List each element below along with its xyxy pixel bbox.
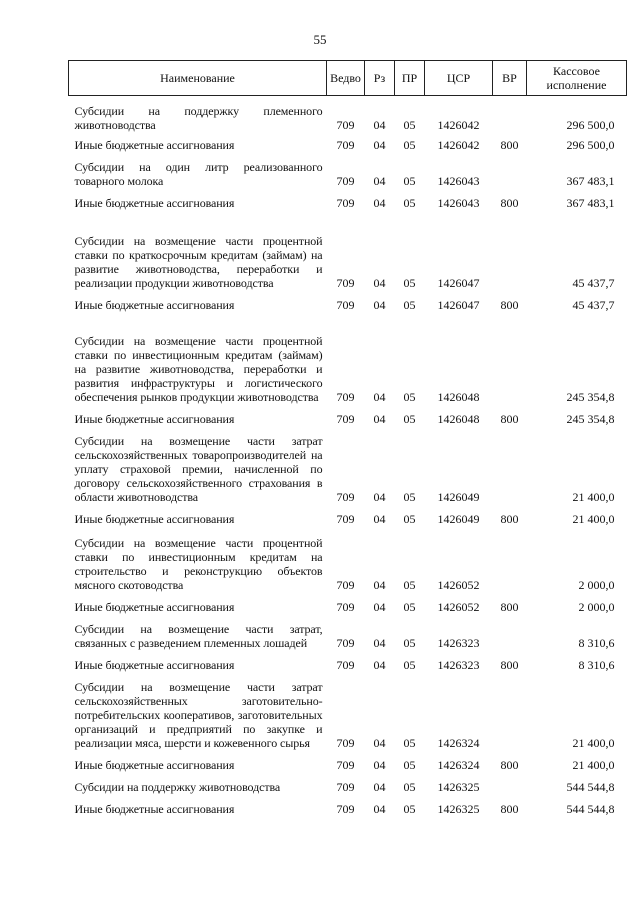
row-sum: 245 354,8 (566, 412, 615, 426)
row-name: Субсидии на поддержку животноводства (74, 780, 281, 794)
row-ved: 709 (336, 298, 355, 312)
table-row (69, 210, 627, 290)
row-sum: 21 400,0 (572, 758, 615, 772)
row-csr: 1426052 (437, 600, 480, 614)
budget-table (68, 60, 627, 816)
table-header (69, 61, 627, 96)
row-ved: 709 (336, 802, 355, 816)
row-rz: 04 (373, 758, 386, 772)
header-vr: ВР (493, 61, 527, 96)
header-csr: ЦСР (425, 61, 493, 96)
row-sum: 296 500,0 (566, 138, 615, 152)
row-csr: 1426323 (437, 636, 480, 650)
row-pr: 05 (403, 118, 416, 132)
row-ved: 709 (336, 196, 355, 210)
row-sum: 21 400,0 (572, 736, 615, 750)
row-name: Иные бюджетные ассигнования (74, 412, 235, 426)
row-rz: 04 (373, 578, 386, 592)
row-sum: 245 354,8 (566, 390, 615, 404)
row-sum: 296 500,0 (566, 118, 615, 132)
row-ved: 709 (336, 758, 355, 772)
row-csr: 1426042 (437, 118, 480, 132)
row-pr: 05 (403, 578, 416, 592)
row-sum: 544 544,8 (566, 802, 615, 816)
row-vr (493, 426, 527, 504)
row-csr: 1426048 (437, 412, 480, 426)
row-name: Иные бюджетные ассигнования (74, 758, 235, 772)
row-vr: 800 (500, 138, 519, 152)
row-vr (493, 672, 527, 750)
table-row (69, 188, 627, 210)
row-csr: 1426052 (437, 578, 480, 592)
row-vr: 800 (500, 802, 519, 816)
row-vr: 800 (500, 298, 519, 312)
row-vr (493, 96, 527, 133)
row-csr: 1426043 (437, 174, 480, 188)
row-name: Субсидии на один литр реализованного товарного молока (74, 160, 323, 188)
row-sum: 2 000,0 (578, 578, 615, 592)
row-name: Иные бюджетные ассигнования (74, 138, 235, 152)
row-rz: 04 (373, 780, 386, 794)
table-row (69, 426, 627, 504)
row-rz: 04 (373, 802, 386, 816)
row-csr: 1426324 (437, 736, 480, 750)
row-rz: 04 (373, 490, 386, 504)
header-sum: Кассовое исполнение (527, 61, 627, 96)
row-ved: 709 (336, 118, 355, 132)
row-vr: 800 (500, 512, 519, 526)
table-row (69, 672, 627, 750)
row-pr: 05 (403, 600, 416, 614)
table-row (69, 592, 627, 614)
row-rz: 04 (373, 600, 386, 614)
row-sum: 45 437,7 (572, 276, 615, 290)
row-ved: 709 (336, 600, 355, 614)
row-sum: 8 310,6 (578, 658, 615, 672)
row-pr: 05 (403, 736, 416, 750)
table-row (69, 772, 627, 794)
row-pr: 05 (403, 490, 416, 504)
row-pr: 05 (403, 802, 416, 816)
row-sum: 8 310,6 (578, 636, 615, 650)
row-vr: 800 (500, 600, 519, 614)
row-rz: 04 (373, 138, 386, 152)
row-csr: 1426043 (437, 196, 480, 210)
row-pr: 05 (403, 412, 416, 426)
row-rz: 04 (373, 412, 386, 426)
row-vr (493, 210, 527, 290)
header-rz: Рз (365, 61, 395, 96)
table-row (69, 404, 627, 426)
row-name: Иные бюджетные ассигнования (74, 196, 235, 210)
row-ved: 709 (336, 412, 355, 426)
table-row (69, 152, 627, 188)
row-rz: 04 (373, 276, 386, 290)
row-csr: 1426324 (437, 758, 480, 772)
row-ved: 709 (336, 138, 355, 152)
row-sum: 21 400,0 (572, 490, 615, 504)
row-name: Субсидии на возмещение части процентной ставки по инвестиционным кредитам (займам) на развитие животноводства, переработки и развития инфраструктуры и логистического обеспечения рынков продукции животноводства (74, 334, 323, 404)
row-rz: 04 (373, 512, 386, 526)
table-row (69, 794, 627, 816)
row-csr: 1426047 (437, 276, 480, 290)
row-ved: 709 (336, 736, 355, 750)
table-row (69, 96, 627, 133)
row-pr: 05 (403, 298, 416, 312)
row-sum: 367 483,1 (566, 196, 615, 210)
row-vr: 800 (500, 196, 519, 210)
row-rz: 04 (373, 636, 386, 650)
row-rz: 04 (373, 658, 386, 672)
row-rz: 04 (373, 174, 386, 188)
row-rz: 04 (373, 736, 386, 750)
row-pr: 05 (403, 276, 416, 290)
row-sum: 45 437,7 (572, 298, 615, 312)
row-name: Субсидии на возмещение части затрат сельскохозяйственных товаропроизводителей на уплату страховой премии, начисленной по договору сельскохозяйственного страхования в области животноводства (74, 434, 323, 504)
row-rz: 04 (373, 196, 386, 210)
row-pr: 05 (403, 138, 416, 152)
row-csr: 1426047 (437, 298, 480, 312)
row-vr (493, 526, 527, 592)
row-vr (493, 772, 527, 794)
row-ved: 709 (336, 636, 355, 650)
row-pr: 05 (403, 196, 416, 210)
row-pr: 05 (403, 636, 416, 650)
header-name: Наименование (69, 61, 327, 96)
row-pr: 05 (403, 512, 416, 526)
row-vr: 800 (500, 412, 519, 426)
row-pr: 05 (403, 780, 416, 794)
row-vr: 800 (500, 758, 519, 772)
table-row (69, 750, 627, 772)
header-ved: Ведво (327, 61, 365, 96)
row-ved: 709 (336, 512, 355, 526)
row-name: Иные бюджетные ассигнования (74, 658, 235, 672)
table-row (69, 504, 627, 526)
row-rz: 04 (373, 298, 386, 312)
row-sum: 367 483,1 (566, 174, 615, 188)
row-csr: 1426325 (437, 802, 480, 816)
row-vr (493, 312, 527, 404)
row-sum: 21 400,0 (572, 512, 615, 526)
row-pr: 05 (403, 174, 416, 188)
row-name: Субсидии на возмещение части процентной ставки по краткосрочным кредитам (займам) на развитие животноводства, переработки и реализации продукции животноводства (74, 234, 323, 290)
table-row (69, 132, 627, 152)
row-rz: 04 (373, 390, 386, 404)
row-name: Субсидии на поддержку племенного животноводства (74, 104, 323, 132)
row-csr: 1426042 (437, 138, 480, 152)
row-csr: 1426049 (437, 512, 480, 526)
row-vr (493, 152, 527, 188)
row-ved: 709 (336, 490, 355, 504)
row-ved: 709 (336, 658, 355, 672)
row-name: Иные бюджетные ассигнования (74, 802, 235, 816)
row-vr (493, 614, 527, 650)
row-ved: 709 (336, 578, 355, 592)
table-row (69, 650, 627, 672)
row-pr: 05 (403, 658, 416, 672)
row-rz: 04 (373, 118, 386, 132)
row-ved: 709 (336, 780, 355, 794)
row-sum: 2 000,0 (578, 600, 615, 614)
table-row (69, 290, 627, 312)
table-row (69, 526, 627, 592)
row-pr: 05 (403, 758, 416, 772)
row-csr: 1426323 (437, 658, 480, 672)
row-name: Субсидии на возмещение части затрат, связанных с разведением племенных лошадей (74, 622, 323, 650)
page-number: 55 (313, 32, 327, 47)
row-name: Субсидии на возмещение части процентной ставки по инвестиционным кредитам на строительство и реконструкцию объектов мясного скотоводства (74, 536, 323, 592)
header-pr: ПР (395, 61, 425, 96)
row-csr: 1426325 (437, 780, 480, 794)
row-csr: 1426049 (437, 490, 480, 504)
table-body (69, 96, 627, 817)
row-csr: 1426048 (437, 390, 480, 404)
row-name: Субсидии на возмещение части затрат сельскохозяйственных заготовительно-потребительских кооперативов, заготовительных организаций и предприятий по закупке и реализации мяса, шерсти и кожевенного сырья (74, 680, 323, 750)
table-row (69, 312, 627, 404)
row-sum: 544 544,8 (566, 780, 615, 794)
row-name: Иные бюджетные ассигнования (74, 512, 235, 526)
row-vr: 800 (500, 658, 519, 672)
table-row (69, 614, 627, 650)
row-name: Иные бюджетные ассигнования (74, 600, 235, 614)
row-name: Иные бюджетные ассигнования (74, 298, 235, 312)
row-ved: 709 (336, 276, 355, 290)
row-ved: 709 (336, 174, 355, 188)
row-pr: 05 (403, 390, 416, 404)
row-ved: 709 (336, 390, 355, 404)
